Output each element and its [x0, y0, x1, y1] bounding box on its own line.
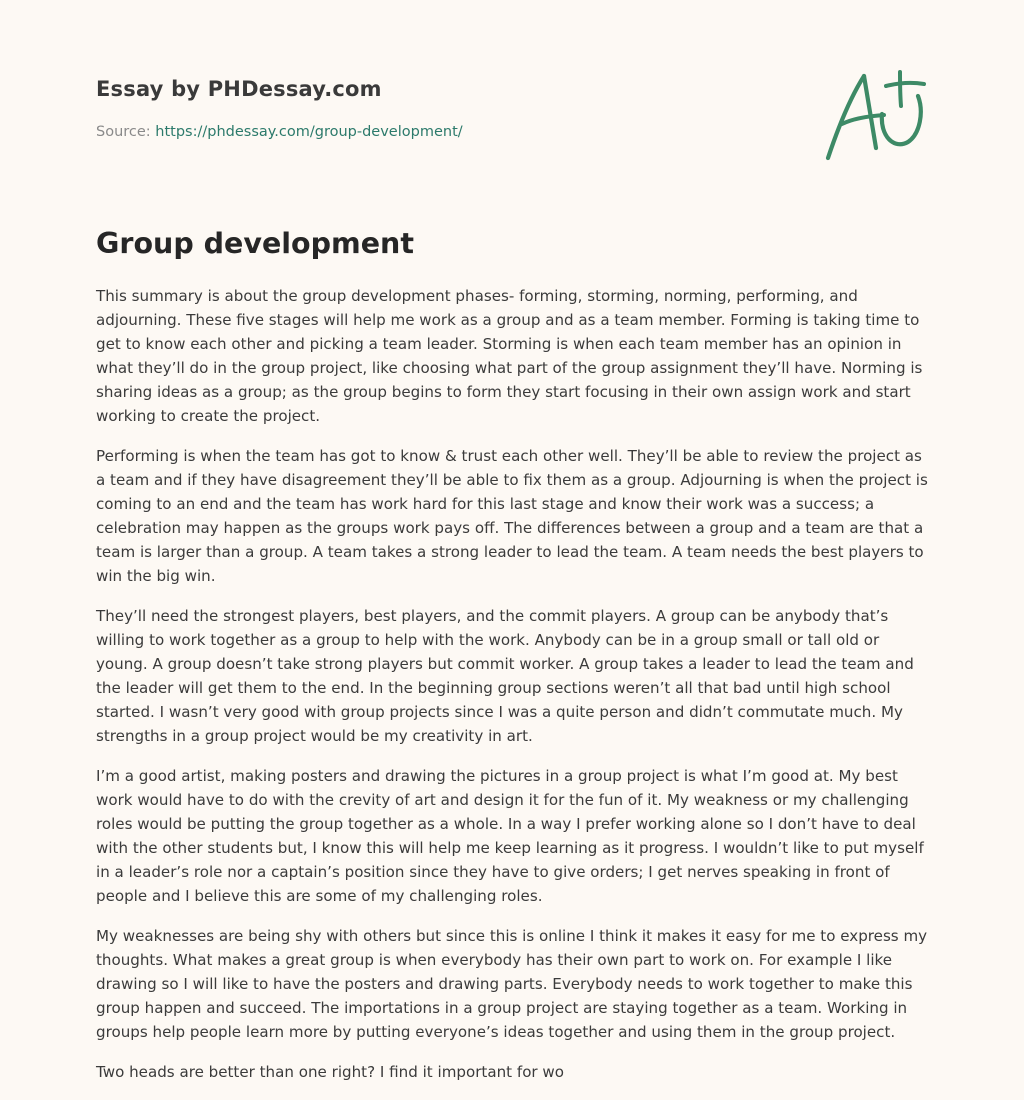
article-title: Group development	[96, 227, 414, 260]
paragraph: This summary is about the group development phases- forming, storming, norming, performing, and adjourning. These five stages will help me work as a group and as a team member. Forming is taking time to get to know each other and picking a team leader. Storming is when each team member has an opinion in what they’ll do in the group project, like choosing what part of the group assignment they’ll have. Norming is sharing ideas as a group; as the group begins to form they start focusing in their own assign work and start working to create the project.	[96, 287, 923, 425]
brand-title: Essay by PHDessay.com	[96, 77, 382, 101]
a-plus-logo	[820, 66, 930, 166]
source-line	[96, 122, 796, 142]
paragraph: Performing is when the team has got to know & trust each other well. They’ll be able to review the project as a team and if they have disagreement they’ll be able to fix them as a group. Adjourning is when the project is coming to an end and the team has work hard for this last stage and know their work was a success; a celebration may happen as the groups work pays off. The differences between a group and a team are that a team is larger than a group. A team takes a strong leader to lead the team. A team needs the best players to win the big win.	[96, 447, 928, 585]
paragraph: Two heads are better than one right? I find it important for wo	[96, 1063, 565, 1081]
source-link[interactable]: https://phdessay.com/group-development/	[155, 124, 463, 140]
paragraph: They’ll need the strongest players, best players, and the commit players. A group can be anybody that’s willing to work together as a group to help with the work. Anybody can be in a group small or tall old or young. A group doesn’t take strong players but commit worker. A group takes a leader to lead the team and the leader will get them to the end. In the beginning group sections weren’t all that bad until high school started. I wasn’t very good with group projects since I was a quite person and didn’t commutate much. My strengths in a group project would be my creativity in art.	[96, 607, 914, 745]
paragraph: My weaknesses are being shy with others but since this is online I think it makes it easy for me to express my thoughts. What makes a great group is when everybody has their own part to work on. For example I like drawing so I will like to have the posters and drawing parts. Everybody needs to work together to make this group happen and succeed. The importations in a group project are staying together as a team. Working in groups help people learn more by putting everyone’s ideas together and using them in the group project.	[96, 927, 928, 1041]
header	[96, 74, 796, 142]
source-label: Source:	[96, 124, 156, 140]
paragraph: I’m a good artist, making posters and drawing the pictures in a group project is what I’m good at. My best work would have to do with the crevity of art and design it for the fun of it. My weakness or my challenging roles would be putting the group together as a whole. In a way I prefer working alone so I don’t have to deal with the other students but, I know this will help me keep learning as it progress. I wouldn’t like to put myself in a leader’s role nor a captain’s position since they have to give orders; I get nerves speaking in front of people and I believe this are some of my challenging roles.	[96, 767, 924, 905]
article-body	[96, 284, 928, 1100]
